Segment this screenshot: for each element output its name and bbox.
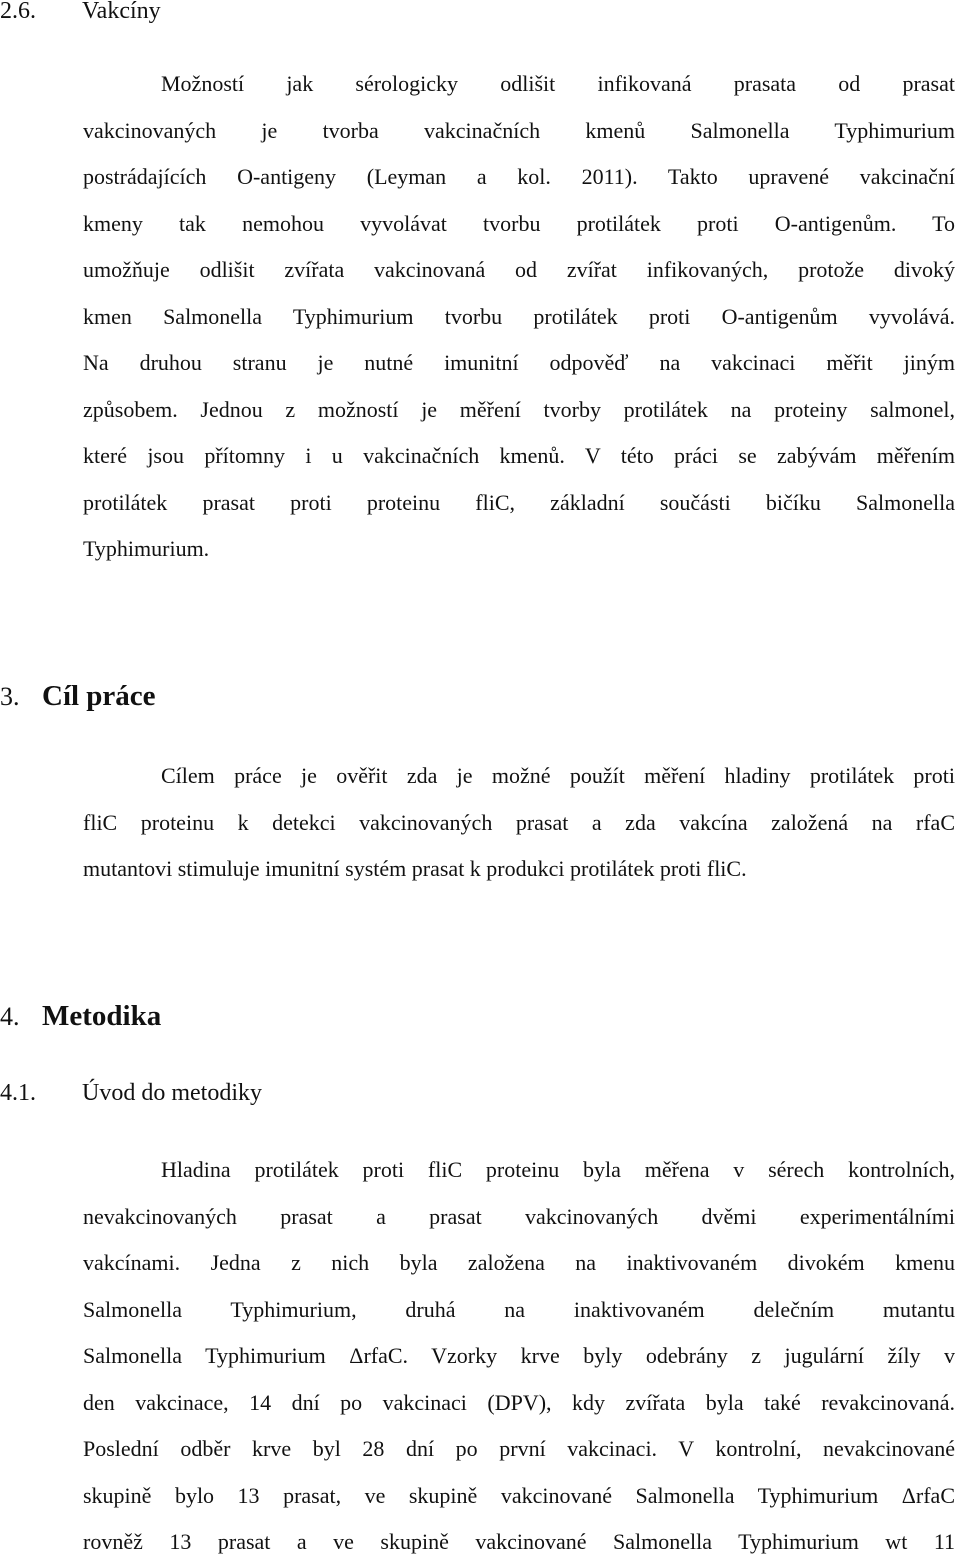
section-heading-4 — [0, 1000, 161, 1033]
paragraph-uvod-do-metodiky — [83, 1147, 955, 1566]
text-line: Cílem práce je ověřit zda je možné použít měření hladiny protilátek proti — [161, 763, 955, 788]
text-line: postrádajících O-antigeny (Leyman a kol. 2011). Takto upravené vakcinační — [83, 164, 955, 189]
section-title: Metodika — [42, 1000, 162, 1032]
paragraph-vakciny — [83, 61, 955, 573]
text-line: protilátek prasat proti proteinu fliC, základní součásti bičíku Salmonella — [83, 489, 955, 515]
section-number: 4. — [0, 1002, 20, 1031]
section-heading-2-6 — [0, 0, 161, 25]
text-line: Možností jak sérologicky odlišit infikovaná prasata od prasat — [161, 71, 955, 96]
text-line: fliC proteinu k detekci vakcinovaných prasat a zda vakcína založená na rfaC — [83, 809, 955, 835]
text-line: Poslední odběr krve byl 28 dní po první vakcinaci. V kontrolní, nevakcinované — [83, 1436, 955, 1461]
section-number: 2.6. — [0, 0, 36, 24]
text-line: Na druhou stranu je nutné imunitní odpověď na vakcinaci měřit jiným — [83, 350, 955, 375]
paragraph-cil-prace — [83, 753, 955, 893]
section-number: 4.1. — [0, 1080, 36, 1106]
text-line: Typhimurium. — [83, 536, 210, 561]
section-title: Úvod do metodiky — [82, 1080, 262, 1106]
text-line: Hladina protilátek proti fliC proteinu byla měřena v sérech kontrolních, — [161, 1157, 955, 1182]
section-title: Vakcíny — [82, 0, 161, 24]
text-line: kmeny tak nemohou vyvolávat tvorbu protilátek proti O-antigenům. To — [83, 210, 955, 236]
text-line: vakcínami. Jedna z nich byla založena na inaktivovaném divokém kmenu — [83, 1250, 955, 1275]
text-line: kmen Salmonella Typhimurium tvorbu protilátek proti O-antigenům vyvolává. — [83, 303, 955, 329]
section-title: Cíl práce — [42, 680, 156, 712]
text-line: Salmonella Typhimurium ΔrfaC. Vzorky krve byly odebrány z jugulární žíly v — [83, 1343, 955, 1368]
text-line: den vakcinace, 14 dní po vakcinaci (DPV), kdy zvířata byla také revakcinovaná. — [83, 1389, 955, 1415]
section-number: 3. — [0, 682, 20, 711]
text-line: Salmonella Typhimurium, druhá na inaktivovaném delečním mutantu — [83, 1296, 955, 1322]
text-line: skupině bylo 13 prasat, ve skupině vakcinované Salmonella Typhimurium ΔrfaC — [83, 1482, 955, 1508]
text-line: nevakcinovaných prasat a prasat vakcinovaných dvěmi experimentálními — [83, 1203, 955, 1229]
text-line: které jsou přítomny i u vakcinačních kmenů. V této práci se zabývám měřením — [83, 443, 955, 468]
text-line: umožňuje odlišit zvířata vakcinovaná od zvířat infikovaných, protože divoký — [83, 257, 955, 282]
section-heading-4-1 — [0, 1080, 262, 1107]
text-line: vakcinovaných je tvorba vakcinačních kmenů Salmonella Typhimurium — [83, 117, 955, 143]
text-line: rovněž 13 prasat a ve skupině vakcinované Salmonella Typhimurium wt 11 — [83, 1529, 955, 1554]
text-line: způsobem. Jednou z možností je měření tvorby protilátek na proteiny salmonel, — [83, 396, 955, 422]
section-heading-3 — [0, 680, 156, 713]
text-line: mutantovi stimuluje imunitní systém prasat k produkci protilátek proti fliC. — [83, 856, 747, 881]
